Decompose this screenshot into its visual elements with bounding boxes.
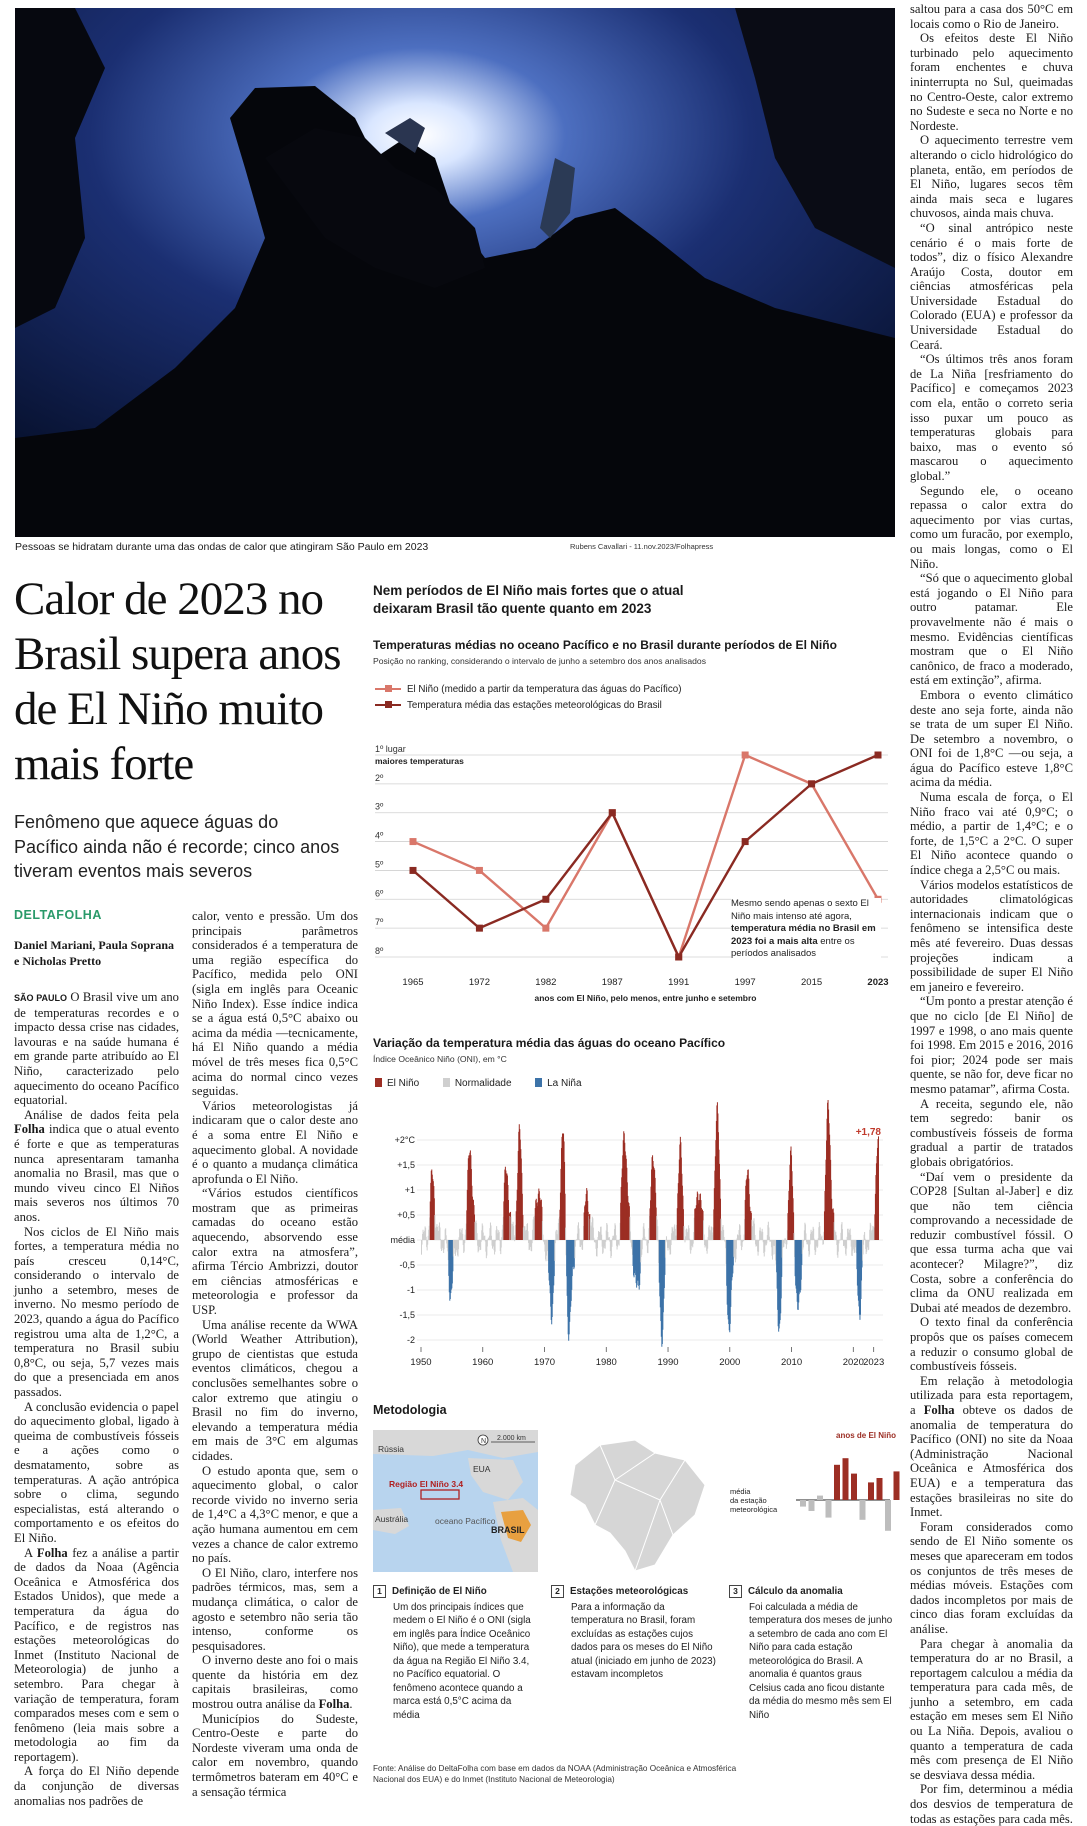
step-3-title: Cálculo da anomalia bbox=[748, 1586, 843, 1597]
map-label-brasil: BRASIL bbox=[491, 1525, 525, 1535]
oni-bar bbox=[427, 1240, 428, 1245]
oni-bar bbox=[555, 1240, 556, 1243]
x-tick-label: 1960 bbox=[472, 1357, 494, 1368]
data-point bbox=[675, 954, 682, 961]
x-tick-label: 1997 bbox=[734, 977, 756, 988]
oni-bar bbox=[740, 1235, 741, 1240]
oni-bar bbox=[813, 1229, 814, 1240]
oni-bar bbox=[648, 1240, 649, 1243]
chart2-subtitle: Índice Oceânico Niño (ONI), em °C bbox=[373, 1054, 507, 1064]
chart1-subtitle: Posição no ranking, considerando o intervalo de junho a setembro dos anos analisados bbox=[373, 656, 706, 666]
oni-bar bbox=[769, 1237, 770, 1240]
oni-bar bbox=[758, 1240, 759, 1252]
y-top-label: maiores temperaturas bbox=[375, 756, 464, 766]
paragraph: O aquecimento terrestre vem alterando o ciclo hidrológico do planeta, então, em períodos de El Niño, lugares secos têm ainda mais seca e lugares chuvosos, ainda mais chuva. bbox=[910, 133, 1073, 221]
oni-bar bbox=[645, 1240, 646, 1241]
anomaly-bar bbox=[860, 1500, 866, 1520]
oni-bar bbox=[784, 1240, 785, 1243]
paragraph: O texto final da conferência propôs que os países comecem a reduzir o consumo global de combustíveis fósseis. bbox=[910, 1315, 1073, 1374]
oni-bar bbox=[630, 1231, 631, 1240]
oni-bar bbox=[644, 1237, 645, 1240]
oni-bar bbox=[462, 1234, 463, 1240]
legend-label-lanina: La Niña bbox=[547, 1078, 582, 1089]
brazil-stations-map bbox=[555, 1425, 715, 1575]
oni-bar bbox=[836, 1235, 837, 1240]
oni-bar bbox=[616, 1235, 617, 1240]
annotation-text: Mesmo sendo apenas o sexto El Niño mais intenso até agora, temperatura média no Brasil em 2023 foi a mais alta entre os períodos analisados bbox=[731, 898, 881, 961]
oni-bar bbox=[583, 1240, 584, 1241]
paragraph: Numa escala de força, o El Niño fraco vai até 0,9°C; o médio, a partir de 1,4°C; e o forte, de 1,5°C a 2°C. O super El Niño acontece quando o índice chega a 2,5°C ou mais. bbox=[910, 790, 1073, 878]
paragraph: A Folha fez a análise a partir de dados da Noaa (Agência Oceânica e Atmosférica dos Estados Unidos), que mede a temperatura da água do Pacífico, e de registros nas estações meteorológicas do Inmet (Instituto Nacional de Meteorologia) de junho a setembro. Para chegar à variação de temperatura, foram comparados meses com e sem o fenômeno (leia mais sobre a metodologia ao fim da reportagem). bbox=[14, 1545, 179, 1764]
last-value-label: +1,78 bbox=[855, 1127, 881, 1138]
step-1-title: Definição de El Niño bbox=[392, 1586, 487, 1597]
method-step-1 bbox=[373, 1585, 538, 1722]
legend-swatch-normal bbox=[443, 1078, 450, 1087]
oni-bar bbox=[803, 1240, 804, 1241]
oni-bar bbox=[458, 1240, 459, 1249]
y-tick-label: 5º bbox=[375, 859, 384, 870]
data-point bbox=[875, 752, 882, 759]
x-tick-label: 1990 bbox=[657, 1357, 679, 1368]
graphic-title: Nem períodos de El Niño mais fortes que o atual deixaram Brasil tão quente quanto em 2023 bbox=[373, 583, 684, 616]
oni-bar bbox=[823, 1240, 824, 1244]
x-tick-label: 1950 bbox=[410, 1357, 432, 1368]
oni-bar bbox=[814, 1239, 815, 1240]
oni-bar bbox=[805, 1233, 806, 1240]
y-tick-label: +2°C bbox=[394, 1135, 415, 1145]
oni-bar bbox=[601, 1235, 602, 1240]
oni-bar bbox=[878, 1136, 879, 1240]
svg-text:N: N bbox=[481, 1438, 487, 1445]
schema-label-anos: anos de El Niño bbox=[836, 1431, 897, 1440]
oni-bar bbox=[422, 1240, 423, 1245]
paragraph: Embora o evento climático deste ano seja forte, ainda não se trata de um super El Niño. De setembro a novembro, o ONI foi de 1,8°C —ou seja, a água do Pacífico esteve 1,8°C acima da média. bbox=[910, 687, 1073, 790]
schema-label-media: média da estação meteorológica bbox=[730, 1487, 778, 1514]
data-point bbox=[742, 752, 749, 759]
y-tick-label: -0,5 bbox=[399, 1260, 415, 1270]
article-column-1 bbox=[14, 990, 179, 1808]
paragraph: Análise de dados feita pela Folha indica que o atual evento é forte e que as temperaturas nunca apresentaram tamanha anomalia no Brasil, mas que o mundo viveu cinco El Niños mais severos nos últimos 70 anos. bbox=[14, 1107, 179, 1224]
paragraph: “Os últimos três anos foram de La Niña [resfriamento do Pacífico] e começamos 2023 com ela, então o correto seria isso puxar um pouco as temperaturas globais para baixo, mas o evento só mascarou o aquecimento global.” bbox=[910, 352, 1073, 483]
x-tick-label: 2010 bbox=[780, 1357, 803, 1368]
paragraph: calor, vento e pressão. Um dos principais parâmetros considerados é a temperatura de uma região específica do Pacífico, medida pelo ONI (sigla em inglês para Oceanic Niño Index). Esse índice indica se a água está 0,5°C abaixo ou acima da média —tecnicamente, há El Niño quando a média móvel de três meses fica 0,5°C acima do normal cinco vezes seguidas. bbox=[192, 909, 358, 1099]
oni-bar bbox=[501, 1240, 502, 1248]
oni-bar bbox=[542, 1235, 543, 1240]
y-tick-label: +1 bbox=[404, 1185, 415, 1195]
oni-bar bbox=[762, 1232, 763, 1240]
photo-credit: Rubens Cavallari - 11.nov.2023/Folhapress bbox=[570, 542, 714, 551]
oni-bar bbox=[810, 1240, 811, 1244]
oni-bar bbox=[704, 1234, 705, 1240]
paragraph: Vários meteorologistas já indicaram que o calor deste ano é a soma entre El Niño e aquecimento global. A novidade é o quanto a mudança climática aprofunda o El Niño. bbox=[192, 1098, 358, 1186]
chart1-title: Temperaturas médias no oceano Pacífico e no Brasil durante períodos de El Niño bbox=[373, 638, 837, 652]
x-tick-label: 2023 bbox=[863, 1357, 885, 1368]
oni-bar bbox=[495, 1240, 496, 1241]
paragraph: Uma análise recente da WWA (World Weather Attribution), grupo de cientistas que estuda eventos climáticos, chegou a conclusões semelhantes sobre o calor extremo que atingiu o Brasil no fim do inverno, elevando a temperatura média em mais de 3°C em algumas cidades. bbox=[192, 1317, 358, 1463]
data-point bbox=[542, 925, 549, 932]
chart1-legend bbox=[375, 682, 681, 714]
oni-bar bbox=[499, 1232, 500, 1240]
oni-bar bbox=[724, 1237, 725, 1240]
x-tick-label: 2000 bbox=[719, 1357, 741, 1368]
legend-item-brasil bbox=[375, 698, 681, 714]
chart1-annotation bbox=[731, 898, 881, 978]
paragraph: O El Niño, claro, interfere nos padrões térmicos, mas, sem a mudança climática, o calor de agosto e setembro não seria tão intenso, conforme os pesquisadores. bbox=[192, 1565, 358, 1653]
x-tick-label: 2015 bbox=[801, 977, 823, 988]
map-label-region: Região El Niño 3.4 bbox=[389, 1479, 464, 1489]
oni-bar bbox=[597, 1240, 598, 1248]
paragraph: “O sinal antrópico neste cenário é o mais forte de todos”, diz o físico Alexandre Araújo Costa, doutor em ciências atmosféricas pela Universidade Estadual do Colorado (EUA) e professor da Universidade Estadual do Ceará. bbox=[910, 220, 1073, 352]
oni-bar bbox=[440, 1239, 441, 1240]
oni-bar bbox=[684, 1239, 685, 1240]
paragraph: A força do El Niño depende da conjunção de diversas anomalias nos padrões de bbox=[14, 1764, 179, 1808]
step-2-title: Estações meteorológicas bbox=[570, 1586, 689, 1597]
paragraph: “Só que o aquecimento global está jogando o El Niño para outro patamar. Ele provavelmente não é mais o mesmo. Evidências científicas mostram que o El Niño canônico, de fraco a moderado, está em extinção”, afirma. bbox=[910, 571, 1073, 688]
oni-bar bbox=[514, 1235, 515, 1240]
legend-label-brasil: Temperatura média das estações meteorológicas do Brasil bbox=[407, 700, 662, 711]
y-tick-label: 8º bbox=[375, 946, 384, 956]
headline: Calor de 2023 no Brasil supera anos de El Niño muito mais forte bbox=[14, 573, 341, 790]
legend-label-elnino: El Niño (medido a partir da temperatura das águas do Pacífico) bbox=[407, 684, 682, 695]
paragraph: saltou para a casa dos 50°C em locais como o Rio de Janeiro. bbox=[910, 2, 1073, 31]
oni-bar bbox=[484, 1236, 485, 1240]
legend-item-elnino bbox=[375, 682, 681, 698]
anomaly-bar bbox=[809, 1500, 815, 1511]
paragraph: A receita, segundo ele, não tem segredo: banir os combustíveis fósseis de forma gradual a partir de tratados globais obrigatórios. bbox=[910, 1096, 1073, 1169]
map-scale: 2.000 km bbox=[497, 1435, 526, 1442]
paragraph: Foram considerados como sendo de El Niño somente os meses que apareceram em todos os conjuntos de três meses de médias móveis. Estações com dados incompletos por mais de cinco dias foram excluídas da análise. bbox=[910, 1519, 1073, 1636]
x-tick-label: 1991 bbox=[668, 977, 690, 988]
oni-bar bbox=[440, 1227, 441, 1240]
oni-bar bbox=[605, 1240, 606, 1242]
paragraph: A conclusão evidencia o papel do aquecimento global, ligado à queima de combustíveis fósseis e a ações como o desmatamento, sobre as temperaturas. A ação antrópica sobre o clima, segundo especialistas, está alterando o comportamento e os efeitos do El Niño. bbox=[14, 1399, 179, 1545]
paragraph: Segundo ele, o oceano repassa o calor extra do aquecimento por vias curtas, como um furacão, por exemplo, ou mais longas, como o El Niño. bbox=[910, 483, 1073, 571]
oni-bar bbox=[575, 1240, 576, 1247]
legend-label-normal: Normalidade bbox=[454, 1078, 512, 1089]
oni-bar bbox=[665, 1240, 666, 1258]
oni-bar bbox=[609, 1237, 610, 1240]
oni-bar bbox=[642, 1240, 643, 1249]
methodology-title: Metodologia bbox=[373, 1403, 447, 1417]
anomaly-bar bbox=[826, 1500, 832, 1518]
oni-bar bbox=[817, 1240, 818, 1247]
oni-bar bbox=[683, 1226, 684, 1240]
oni-bar bbox=[491, 1236, 492, 1240]
legend-label-elnino2: El Niño bbox=[387, 1078, 420, 1089]
y-tick-label: 4º bbox=[375, 830, 384, 841]
paragraph: Municípios do Sudeste, Centro-Oeste e parte do Nordeste viveram uma onda de calor em novembro, quando termômetros bateram em 40°C e a sensação térmica bbox=[192, 1711, 358, 1799]
oni-bar bbox=[444, 1240, 445, 1249]
paragraph: “Daí vem o presidente da COP28 [Sultan al-Jaber] e diz que não tem ciência comprovando a necessidade de reduzir combustível fóssil. O que essa turma acha que vai acontecer? Milagre?”, diz Costa, sobre a conferência do clima da ONU realizada em Dubai até meados de dezembro. bbox=[910, 1169, 1073, 1315]
y-tick-label: 2º bbox=[375, 772, 384, 783]
oni-bar bbox=[689, 1228, 690, 1240]
y-tick-label: -1,5 bbox=[399, 1310, 415, 1320]
x-tick-label: 1970 bbox=[533, 1357, 556, 1368]
oni-bar bbox=[803, 1240, 804, 1247]
y-tick-label: 1º lugar bbox=[375, 744, 406, 754]
y-tick-label: -2 bbox=[406, 1335, 415, 1345]
paragraph: Em relação à metodologia utilizada para esta reportagem, a Folha obteve os dados de anomalia de temperatura do Pacífico (ONI) no site da Noaa (Administração Nacional Oceânica e Atmosférica dos EUA) e a temperatura das estações brasileiras no site do Inmet. bbox=[910, 1373, 1073, 1520]
oni-bar bbox=[786, 1240, 787, 1244]
y-tick-label: 7º bbox=[375, 917, 384, 928]
paragraph-text: O Brasil vive um ano de temperaturas recordes e o impacto dessa crise nas cidades, lavouras e na saúde humana é em grande parte atribuído ao El Niño, caracterizado pelo aquecimento do oceano Pacífico equatorial. bbox=[14, 990, 179, 1108]
oni-bar bbox=[743, 1240, 744, 1241]
chart2-oni bbox=[373, 1100, 893, 1385]
oni-bar bbox=[869, 1240, 870, 1242]
oni-bar bbox=[846, 1240, 847, 1249]
oni-bar bbox=[532, 1240, 533, 1243]
oni-bar bbox=[759, 1240, 760, 1241]
y-tick-label: +0,5 bbox=[397, 1210, 415, 1220]
anomaly-bar bbox=[800, 1500, 806, 1507]
anomaly-bar bbox=[868, 1482, 874, 1500]
oni-bar bbox=[579, 1239, 580, 1240]
y-tick-label: +1,5 bbox=[397, 1160, 415, 1170]
oni-bar bbox=[481, 1240, 482, 1242]
source-note: Fonte: Análise do DeltaFolha com base em dados da NOAA (Administração Oceânica e Atmosférica Nacional dos EUA) e do Inmet (Instituto Nacional de Meteorologia) bbox=[373, 1764, 737, 1784]
hero-photo-illustration bbox=[15, 8, 895, 537]
chart2-title: Variação da temperatura média das águas do oceano Pacífico bbox=[373, 1036, 726, 1050]
map-label-australia: Austrália bbox=[375, 1514, 409, 1524]
oni-bar bbox=[693, 1240, 694, 1244]
oni-bar bbox=[619, 1240, 620, 1246]
map-label-usa: EUA bbox=[473, 1464, 491, 1474]
paragraph: Nos ciclos de El Niño mais fortes, a temperatura média no país cresceu 0,14°C, considerando o intervalo de junho a setembro, meses de inverno. No mesmo período de 2023, quando a água do Pacífico registrou uma alta de 1,2°C, a temperatura no Brasil subiu 0,8°C, ou seja, 5,7 vezes mais do que a presenciada em anos passados. bbox=[14, 1224, 179, 1400]
oni-bar bbox=[487, 1240, 488, 1246]
oni-bar bbox=[689, 1239, 690, 1240]
paragraph: Por fim, determinou a média dos desvios de temperatura de todas as estações para cada mês. bbox=[910, 1782, 1073, 1826]
byline: Daniel Mariani, Paula Soprana e Nicholas Pretto bbox=[14, 938, 175, 968]
anomaly-bar bbox=[817, 1496, 823, 1500]
paragraph: “Vários estudos científicos mostram que as primeiras camadas do oceano estão aquecendo, absorvendo esse calor extra na atmosfera”, afirma Tércio Ambrizzi, doutor em ciências atmosféricas e meteorologia e professor da USP. bbox=[192, 1186, 358, 1318]
step-3-number: 3 bbox=[729, 1585, 742, 1598]
step-2-number: 2 bbox=[551, 1585, 564, 1598]
oni-bar bbox=[426, 1237, 427, 1240]
oni-bar bbox=[671, 1240, 672, 1245]
data-point bbox=[476, 867, 483, 874]
oni-bar bbox=[665, 1240, 666, 1242]
section-kicker: DELTAFOLHA bbox=[14, 908, 102, 922]
x-tick-label: 1982 bbox=[535, 977, 557, 988]
oni-bar bbox=[754, 1235, 755, 1240]
paragraph: O inverno deste ano foi o mais quente da história em dez capitais brasileiras, como mostrou outra análise da Folha. bbox=[192, 1653, 358, 1712]
step-1-number: 1 bbox=[373, 1585, 386, 1598]
oni-bar bbox=[684, 1240, 685, 1242]
oni-bar bbox=[528, 1231, 529, 1240]
oni-bar bbox=[666, 1236, 667, 1240]
paragraph: Vários modelos estatísticos de autoridades climatológicas internacionais indicam que o fenômeno se intensifica deste mês até fevereiro. Duas dessas projeções indicam a possibilidade de super El Niño em janeiro e fevereiro. bbox=[910, 877, 1073, 994]
anomaly-bar bbox=[851, 1474, 857, 1500]
oni-bar bbox=[850, 1235, 851, 1240]
x-tick-label: 1965 bbox=[402, 977, 424, 988]
photo-caption-row bbox=[15, 541, 895, 557]
anomaly-bar bbox=[877, 1478, 883, 1500]
method-step-3 bbox=[729, 1585, 894, 1722]
data-point bbox=[476, 925, 483, 932]
deck: Fenômeno que aquece águas do Pacífico ainda não é recorde; cinco anos tiveram eventos mais severos bbox=[14, 812, 340, 881]
data-point bbox=[808, 780, 815, 787]
data-point bbox=[609, 809, 616, 816]
anomaly-bar bbox=[834, 1465, 840, 1500]
oni-bar bbox=[838, 1240, 839, 1243]
oni-bar bbox=[839, 1240, 840, 1241]
paragraph: “Um ponto a prestar atenção é que no ciclo [de El Niño] de 1997 e 1998, o ano mais quente foi 1998. Em 2015 e 2016, 2016 foi pior; 2024 pode ser mais quente, se não for, deve ficar no mesmo patamar”, afirma Costa. bbox=[910, 994, 1074, 1096]
anomaly-bar bbox=[885, 1500, 891, 1531]
chart1-ranking bbox=[373, 735, 893, 1010]
y-tick-label: 6º bbox=[375, 888, 384, 899]
paragraph: O estudo aponta que, sem o aquecimento global, o calor recorde vivido no inverno seria de 1,4°C a 4,3°C menor, e que a ação humana aumentou em cem vezes a chance de calor extremo no país. bbox=[192, 1463, 358, 1566]
legend-swatch-elnino bbox=[375, 1078, 382, 1087]
oni-bar bbox=[593, 1238, 594, 1240]
y-tick-label: 3º bbox=[375, 801, 384, 812]
legend-swatch-lanina bbox=[535, 1078, 542, 1087]
article-column-4 bbox=[910, 2, 1074, 1826]
oni-bar bbox=[514, 1240, 515, 1241]
oni-bar bbox=[865, 1239, 866, 1240]
oni-bar bbox=[736, 1240, 737, 1249]
data-point bbox=[410, 867, 417, 874]
oni-bar bbox=[822, 1239, 823, 1240]
oni-bar bbox=[565, 1228, 566, 1240]
anomaly-schema bbox=[730, 1428, 895, 1568]
oni-bar bbox=[863, 1240, 864, 1245]
y-tick-label: média bbox=[390, 1235, 415, 1245]
oni-bar bbox=[446, 1235, 447, 1240]
article-column-2 bbox=[192, 909, 358, 1799]
oni-bar bbox=[707, 1240, 708, 1249]
x-tick-label: 1987 bbox=[601, 977, 623, 988]
step-1-body: Um dos principais índices que medem o El Niño é o ONI (sigla em inglês para Índice Oceânico Niño), que mede a temperatura da água na Região El Niño 3.4, no Pacífico equatorial. O fenômeno acontece quando a marca está 0,5°C acima da média bbox=[393, 1601, 531, 1721]
step-2-body: Para a informação da temperatura no Brasil, foram excluídas as estações cujos dados para os meses do El Niño atual (iniciado em junho de 2023) estavam incompletos bbox=[571, 1601, 716, 1680]
oni-bar bbox=[464, 1240, 465, 1243]
x-axis-label: anos com El Niño, pelo menos, entre junho e setembro bbox=[534, 993, 757, 1003]
world-map bbox=[373, 1430, 538, 1572]
dateline: SÃO PAULO bbox=[14, 993, 68, 1003]
data-point bbox=[410, 838, 417, 845]
data-point bbox=[742, 838, 749, 845]
oni-bar bbox=[477, 1233, 478, 1240]
oni-bar bbox=[611, 1240, 612, 1247]
oni-bar bbox=[766, 1240, 767, 1243]
oni-bar bbox=[657, 1226, 658, 1240]
x-tick-label: 1972 bbox=[468, 977, 490, 988]
x-tick-label: 2020 bbox=[842, 1357, 864, 1368]
paragraph bbox=[14, 990, 179, 1108]
photo-caption: Pessoas se hidratam durante uma das ondas de calor que atingiram São Paulo em 2023 bbox=[15, 541, 429, 553]
step-3-body: Foi calculada a média de temperatura dos meses de junho a setembro de cada ano com El Niño para cada estação meteorológica do Brasil. A anomalia é quantos graus Celsius cada ano ficou distante da média do mesmo mês sem El Niño bbox=[749, 1601, 893, 1721]
oni-bar bbox=[578, 1228, 579, 1240]
map-label-russia: Rússia bbox=[378, 1444, 404, 1454]
map-label-ocean: oceano Pacífico bbox=[435, 1516, 496, 1526]
anomaly-bar bbox=[843, 1458, 849, 1500]
oni-bar bbox=[785, 1238, 786, 1240]
chart2-legend bbox=[375, 1078, 582, 1089]
y-tick-label: -1 bbox=[406, 1285, 415, 1295]
oni-bar bbox=[794, 1233, 795, 1240]
hero-photo bbox=[15, 8, 895, 537]
oni-bar bbox=[842, 1229, 843, 1240]
x-tick-label: 1980 bbox=[595, 1357, 617, 1368]
paragraph: Para chegar à anomalia da temperatura do ar no Brasil, a reportagem calculou a média da temperatura para cada mês, de junho a setembro, em cada estação em meses sem El Niño ou La Niña. Depois, avaliou o quanto a temperatura de cada mês com presença de El Niño se desviava dessa média. bbox=[910, 1636, 1073, 1782]
x-tick-label: 2023 bbox=[867, 977, 889, 988]
anomaly-bar bbox=[894, 1471, 900, 1500]
paragraph: Os efeitos deste El Niño turbinado pelo aquecimento foram enchentes e chuva ininterrupta no Sul, queimadas no Centro-Oeste, calor extremo no Sudeste e seca no Norte e no Nordeste. bbox=[910, 31, 1073, 133]
oni-bar bbox=[495, 1240, 496, 1252]
method-step-2 bbox=[551, 1585, 716, 1682]
data-point bbox=[542, 896, 549, 903]
oni-bar bbox=[582, 1240, 583, 1250]
